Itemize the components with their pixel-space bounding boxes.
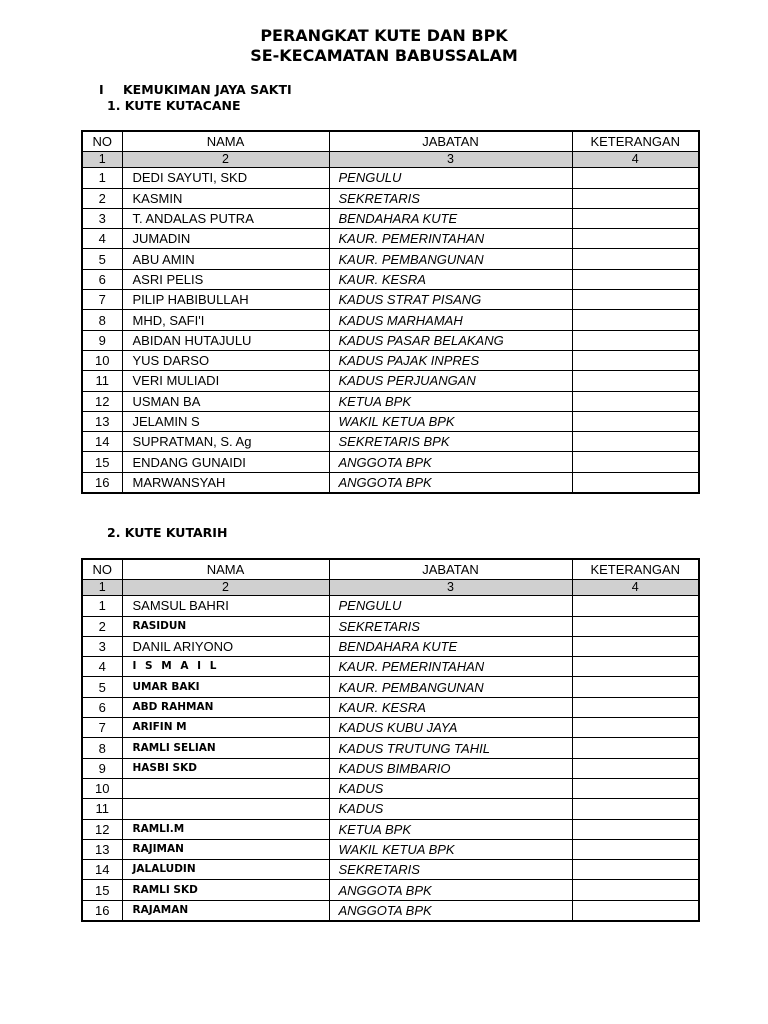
row-jabatan: ANGGOTA BPK: [329, 900, 572, 921]
row-number: 15: [82, 880, 122, 900]
row-jabatan: SEKRETARIS: [329, 188, 572, 208]
row-keterangan: [572, 310, 699, 330]
row-keterangan: [572, 168, 699, 188]
header-no: NO: [82, 559, 122, 580]
row-number: 1: [82, 168, 122, 188]
row-nama: ABU AMIN: [122, 249, 329, 269]
row-nama: DEDI SAYUTI, SKD: [122, 168, 329, 188]
row-jabatan: WAKIL KETUA BPK: [329, 411, 572, 431]
row-keterangan: [572, 596, 699, 616]
column-number-row: [82, 152, 699, 168]
table-row: [82, 758, 699, 778]
row-jabatan: KADUS MARHAMAH: [329, 310, 572, 330]
header-keterangan: KETERANGAN: [572, 131, 699, 152]
row-jabatan: SEKRETARIS: [329, 860, 572, 880]
row-keterangan: [572, 900, 699, 921]
kute-2-title: 2. KUTE KUTARIH: [107, 525, 228, 540]
kute-1-table: [81, 130, 700, 494]
row-keterangan: [572, 697, 699, 717]
row-keterangan: [572, 819, 699, 839]
row-jabatan: ANGGOTA BPK: [329, 472, 572, 493]
header-no: NO: [82, 131, 122, 152]
row-keterangan: [572, 657, 699, 677]
table-row: [82, 249, 699, 269]
row-nama: RAMLI SKD: [122, 880, 329, 900]
table-row: [82, 188, 699, 208]
row-jabatan: KADUS BIMBARIO: [329, 758, 572, 778]
row-jabatan: KAUR. KESRA: [329, 269, 572, 289]
row-keterangan: [572, 452, 699, 472]
table-row: [82, 799, 699, 819]
row-nama: DANIL ARIYONO: [122, 636, 329, 656]
row-nama: RASIDUN: [122, 616, 329, 636]
row-keterangan: [572, 778, 699, 798]
row-nama: MHD, SAFI'I: [122, 310, 329, 330]
header-jabatan: JABATAN: [329, 131, 572, 152]
row-number: 12: [82, 819, 122, 839]
table-row: [82, 391, 699, 411]
row-jabatan: KADUS PERJUANGAN: [329, 371, 572, 391]
row-nama: I S M A I L: [122, 657, 329, 677]
table-row: [82, 697, 699, 717]
row-keterangan: [572, 738, 699, 758]
row-number: 5: [82, 249, 122, 269]
row-jabatan: PENGULU: [329, 596, 572, 616]
row-nama: RAJAMAN: [122, 900, 329, 921]
row-nama: MARWANSYAH: [122, 472, 329, 493]
row-jabatan: BENDAHARA KUTE: [329, 636, 572, 656]
document-title-line-2: SE-KECAMATAN BABUSSALAM: [250, 46, 518, 65]
row-number: 7: [82, 290, 122, 310]
table-row: [82, 677, 699, 697]
row-jabatan: KADUS KUBU JAYA: [329, 718, 572, 738]
row-jabatan: KETUA BPK: [329, 819, 572, 839]
row-keterangan: [572, 860, 699, 880]
row-keterangan: [572, 472, 699, 493]
kute-1-title: 1. KUTE KUTACANE: [107, 98, 241, 113]
row-jabatan: KADUS: [329, 778, 572, 798]
section-number: I: [99, 82, 104, 97]
row-jabatan: KETUA BPK: [329, 391, 572, 411]
header-nama: NAMA: [122, 559, 329, 580]
row-keterangan: [572, 839, 699, 859]
row-jabatan: ANGGOTA BPK: [329, 452, 572, 472]
row-nama: KASMIN: [122, 188, 329, 208]
row-number: 11: [82, 799, 122, 819]
header-nama: NAMA: [122, 131, 329, 152]
column-number: 4: [572, 152, 699, 168]
table-row: [82, 411, 699, 431]
row-number: 6: [82, 697, 122, 717]
row-number: 13: [82, 411, 122, 431]
row-nama: HASBI SKD: [122, 758, 329, 778]
row-nama: [122, 778, 329, 798]
row-nama: USMAN BA: [122, 391, 329, 411]
table-row: [82, 900, 699, 921]
table-row: [82, 860, 699, 880]
row-jabatan: KADUS: [329, 799, 572, 819]
column-number: 4: [572, 580, 699, 596]
row-nama: JELAMIN S: [122, 411, 329, 431]
row-keterangan: [572, 636, 699, 656]
row-keterangan: [572, 371, 699, 391]
row-nama: ABD RAHMAN: [122, 697, 329, 717]
row-keterangan: [572, 677, 699, 697]
table-row: [82, 269, 699, 289]
row-nama: JALALUDIN: [122, 860, 329, 880]
row-nama: PILIP HABIBULLAH: [122, 290, 329, 310]
row-number: 11: [82, 371, 122, 391]
row-nama: UMAR BAKI: [122, 677, 329, 697]
row-keterangan: [572, 290, 699, 310]
row-keterangan: [572, 391, 699, 411]
section-title: KEMUKIMAN JAYA SAKTI: [123, 82, 292, 97]
row-number: 8: [82, 310, 122, 330]
row-jabatan: KADUS TRUTUNG TAHIL: [329, 738, 572, 758]
row-number: 12: [82, 391, 122, 411]
row-jabatan: SEKRETARIS: [329, 616, 572, 636]
row-keterangan: [572, 880, 699, 900]
row-nama: JUMADIN: [122, 229, 329, 249]
table-row: [82, 330, 699, 350]
row-nama: ENDANG GUNAIDI: [122, 452, 329, 472]
row-jabatan: KADUS STRAT PISANG: [329, 290, 572, 310]
row-number: 2: [82, 616, 122, 636]
table-header-row: [82, 559, 699, 580]
table-row: [82, 657, 699, 677]
table-row: [82, 880, 699, 900]
table-row: [82, 778, 699, 798]
row-keterangan: [572, 229, 699, 249]
row-keterangan: [572, 208, 699, 228]
row-nama: VERI MULIADI: [122, 371, 329, 391]
row-jabatan: SEKRETARIS BPK: [329, 432, 572, 452]
row-number: 14: [82, 432, 122, 452]
table-row: [82, 168, 699, 188]
table-row: [82, 452, 699, 472]
row-number: 16: [82, 900, 122, 921]
row-number: 9: [82, 758, 122, 778]
row-jabatan: PENGULU: [329, 168, 572, 188]
row-nama: YUS DARSO: [122, 350, 329, 370]
column-number: 1: [82, 152, 122, 168]
table-row: [82, 371, 699, 391]
row-keterangan: [572, 432, 699, 452]
row-jabatan: KADUS PAJAK INPRES: [329, 350, 572, 370]
row-nama: RAMLI.M: [122, 819, 329, 839]
row-nama: RAMLI SELIAN: [122, 738, 329, 758]
table-row: [82, 350, 699, 370]
table-row: [82, 472, 699, 493]
column-number: 2: [122, 152, 329, 168]
row-jabatan: KAUR. PEMBANGUNAN: [329, 249, 572, 269]
row-keterangan: [572, 188, 699, 208]
row-keterangan: [572, 411, 699, 431]
row-number: 7: [82, 718, 122, 738]
column-number: 1: [82, 580, 122, 596]
row-keterangan: [572, 616, 699, 636]
kute-2-table: [81, 558, 700, 922]
table-row: [82, 310, 699, 330]
row-keterangan: [572, 350, 699, 370]
row-number: 10: [82, 778, 122, 798]
table-row: [82, 616, 699, 636]
row-jabatan: KAUR. PEMERINTAHAN: [329, 229, 572, 249]
row-keterangan: [572, 799, 699, 819]
row-keterangan: [572, 249, 699, 269]
row-jabatan: KAUR. KESRA: [329, 697, 572, 717]
table-header-row: [82, 131, 699, 152]
row-number: 5: [82, 677, 122, 697]
row-keterangan: [572, 758, 699, 778]
column-number: 3: [329, 580, 572, 596]
row-nama: [122, 799, 329, 819]
row-number: 3: [82, 636, 122, 656]
row-jabatan: KAUR. PEMBANGUNAN: [329, 677, 572, 697]
table-row: [82, 819, 699, 839]
header-jabatan: JABATAN: [329, 559, 572, 580]
row-number: 13: [82, 839, 122, 859]
row-jabatan: KADUS PASAR BELAKANG: [329, 330, 572, 350]
row-jabatan: ANGGOTA BPK: [329, 880, 572, 900]
row-nama: ARIFIN M: [122, 718, 329, 738]
table-row: [82, 432, 699, 452]
document-title-line-1: PERANGKAT KUTE DAN BPK: [260, 26, 508, 45]
column-number: 2: [122, 580, 329, 596]
row-number: 3: [82, 208, 122, 228]
row-number: 6: [82, 269, 122, 289]
row-jabatan: KAUR. PEMERINTAHAN: [329, 657, 572, 677]
table-row: [82, 718, 699, 738]
row-nama: T. ANDALAS PUTRA: [122, 208, 329, 228]
table-row: [82, 839, 699, 859]
header-keterangan: KETERANGAN: [572, 559, 699, 580]
row-nama: SUPRATMAN, S. Ag: [122, 432, 329, 452]
row-number: 10: [82, 350, 122, 370]
table-row: [82, 596, 699, 616]
row-number: 16: [82, 472, 122, 493]
row-number: 9: [82, 330, 122, 350]
row-jabatan: WAKIL KETUA BPK: [329, 839, 572, 859]
row-number: 15: [82, 452, 122, 472]
column-number-row: [82, 580, 699, 596]
row-nama: ABIDAN HUTAJULU: [122, 330, 329, 350]
table-row: [82, 738, 699, 758]
row-nama: RAJIMAN: [122, 839, 329, 859]
row-number: 1: [82, 596, 122, 616]
row-nama: SAMSUL BAHRI: [122, 596, 329, 616]
row-number: 14: [82, 860, 122, 880]
row-number: 4: [82, 229, 122, 249]
row-number: 4: [82, 657, 122, 677]
row-keterangan: [572, 718, 699, 738]
row-number: 2: [82, 188, 122, 208]
row-nama: ASRI PELIS: [122, 269, 329, 289]
row-jabatan: BENDAHARA KUTE: [329, 208, 572, 228]
row-keterangan: [572, 269, 699, 289]
row-keterangan: [572, 330, 699, 350]
table-row: [82, 208, 699, 228]
column-number: 3: [329, 152, 572, 168]
row-number: 8: [82, 738, 122, 758]
table-row: [82, 290, 699, 310]
table-row: [82, 636, 699, 656]
table-row: [82, 229, 699, 249]
